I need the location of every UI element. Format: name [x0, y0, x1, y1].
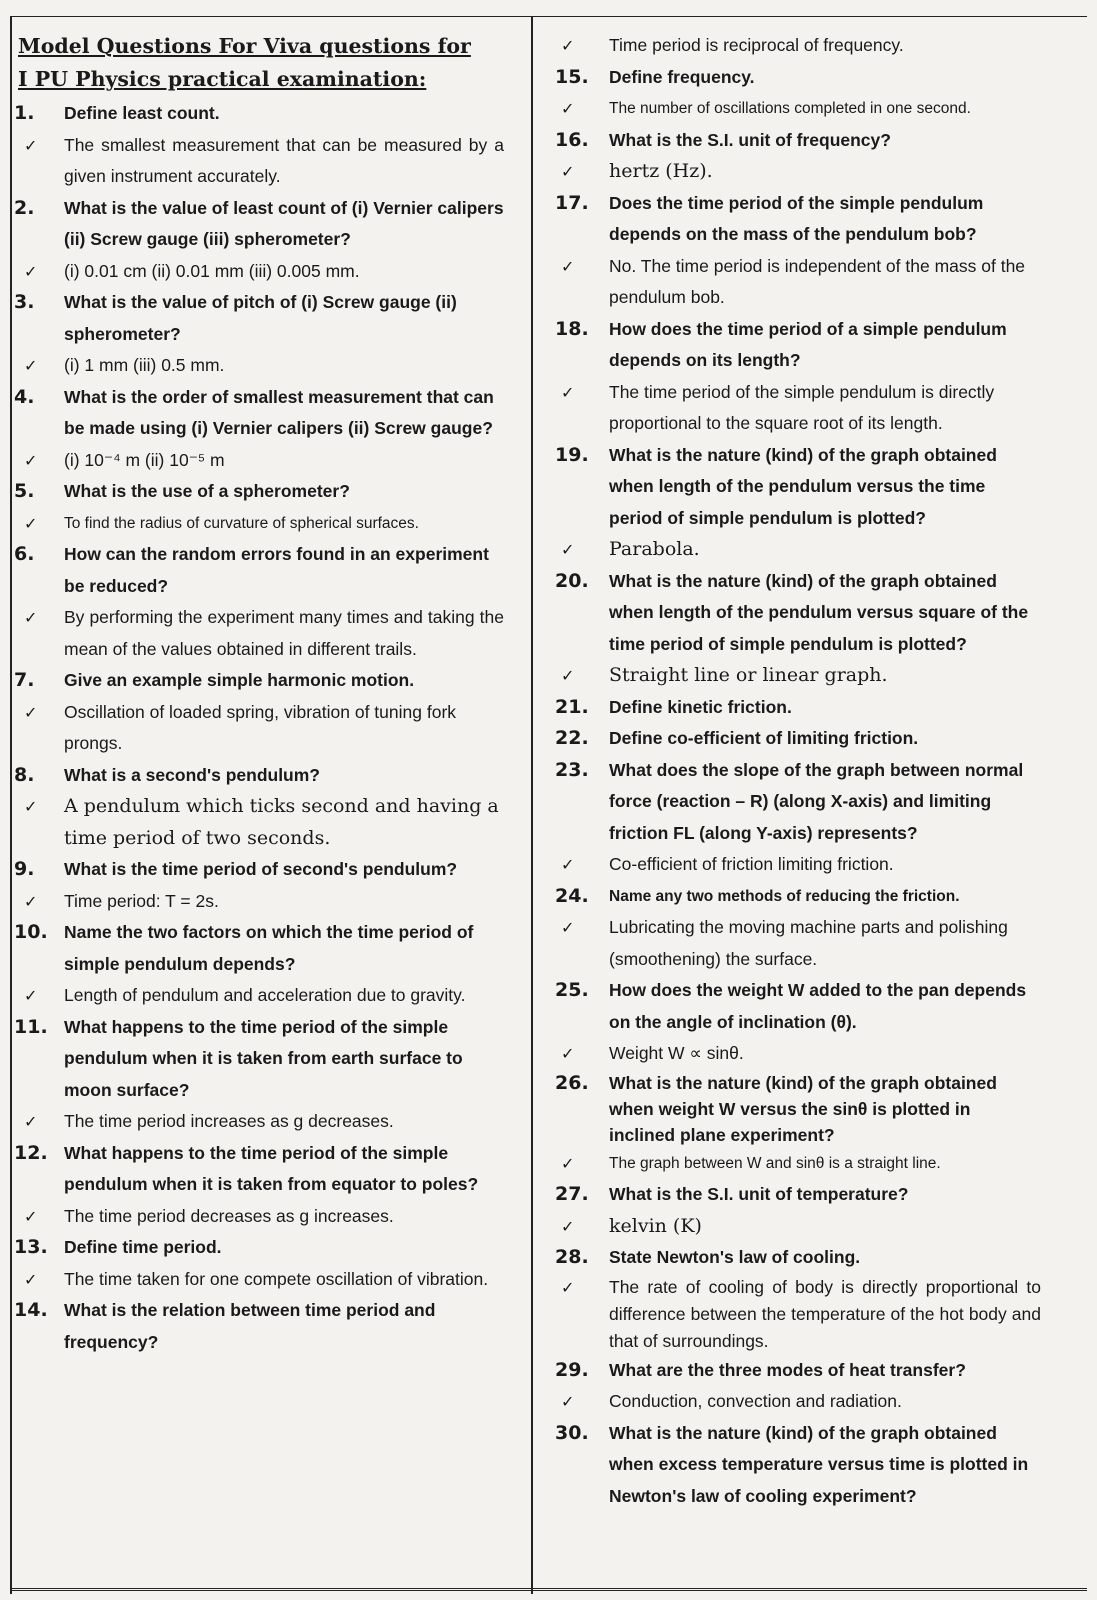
question-22: 22. Define co-efficient of limiting friction. [555, 727, 919, 749]
answer-3: ✓ (i) 1 mm (iii) 0.5 mm. [24, 355, 225, 375]
question-13: 13. Define time period. [14, 1236, 222, 1258]
answer-15: ✓ The number of oscillations completed in one second. [561, 99, 971, 118]
answer-11: ✓ The time period increases as g decreases. [24, 1111, 394, 1131]
question-17: 17. Does the time period of the simple pendulum depends on the mass of the pendulum bob? [555, 191, 984, 244]
question-19: 19. What is the nature (kind) of the graph obtained when length of the pendulum versus the time period of simple pendulum is plotted? [555, 443, 997, 528]
question-7: 7. Give an example simple harmonic motion. [14, 669, 415, 691]
answer-8: ✓ A pendulum which ticks second and having a time period of two seconds. [24, 795, 499, 849]
answer-16: ✓ hertz (Hz). [561, 160, 713, 182]
answer-29: ✓ Conduction, convection and radiation. [561, 1391, 902, 1411]
answer-7: ✓ Oscillation of loaded spring, vibration of tuning fork prongs. [24, 701, 457, 753]
question-27: 27. What is the S.I. unit of temperature? [555, 1183, 909, 1205]
page-title-line-1: Model Questions For Viva questions for [18, 34, 471, 58]
answer-17: ✓ No. The time period is independent of the mass of the pendulum bob. [561, 255, 1026, 307]
left-column [14, 30, 504, 1358]
question-26: 26. What is the nature (kind) of the graph obtained when weight W versus the sinθ is plotted in inclined plane experiment? [555, 1071, 997, 1145]
answer-20: ✓ Straight line or linear graph. [561, 664, 888, 686]
question-18: 18. How does the time period of a simple pendulum depends on its length? [555, 317, 1007, 370]
column-divider [531, 16, 533, 1594]
answer-18: ✓ The time period of the simple pendulum is directly proportional to the square root of its length. [561, 381, 995, 433]
question-30: 30. What is the nature (kind) of the graph obtained when excess temperature versus time is plotted in Newton's law of cooling experiment? [555, 1421, 1029, 1506]
question-9: 9. What is the time period of second's pendulum? [14, 858, 458, 880]
question-3: 3. What is the value of pitch of (i) Screw gauge (ii) spherometer? [14, 291, 457, 344]
question-14: 14. What is the relation between time period and frequency? [14, 1299, 436, 1352]
question-8: 8. What is a second's pendulum? [14, 763, 320, 786]
answer-23: ✓ Co-efficient of friction limiting friction. [561, 854, 894, 874]
answer-1: ✓ The smallest measurement that can be measured by a given instrument accurately. [24, 134, 504, 186]
answer-26: ✓ The graph between W and sinθ is a straight line. [561, 1153, 941, 1173]
answer-4: ✓ (i) 10⁻⁴ m (ii) 10⁻⁵ m [24, 449, 225, 470]
question-11: 11. What happens to the time period of the simple pendulum when it is taken from earth surface to moon surface? [14, 1015, 463, 1100]
right-column [555, 30, 1041, 1512]
question-6: 6. How can the random errors found in an experiment be reduced? [14, 543, 489, 596]
answer-6: ✓ By performing the experiment many times and taking the mean of the values obtained in different trails. [24, 607, 504, 659]
question-12: 12. What happens to the time period of the simple pendulum when it is taken from equator to poles? [14, 1141, 479, 1194]
answer-19: ✓ Parabola. [561, 538, 700, 560]
left-border [10, 16, 12, 1594]
top-rule [10, 16, 1087, 17]
answer-10: ✓ Length of pendulum and acceleration due to gravity. [24, 985, 466, 1005]
answer-27: ✓ kelvin (K) [561, 1214, 702, 1237]
question-20: 20. What is the nature (kind) of the graph obtained when length of the pendulum versus square of the time period of simple pendulum is plotted? [555, 569, 1029, 654]
answer-25: ✓ Weight W ∝ sinθ. [561, 1043, 744, 1063]
question-10: 10. Name the two factors on which the time period of simple pendulum depends? [14, 921, 474, 974]
question-15: 15. Define frequency. [555, 65, 755, 88]
question-23: 23. What does the slope of the graph between normal force (reaction – R) (along X-axis) and limiting friction FL (along Y-axis) represents? [555, 758, 1024, 843]
question-24: 24. Name any two methods of reducing the friction. [555, 884, 960, 907]
answer-28: ✓ The rate of cooling of body is directly proportional to difference between the temperature of the hot body and that of surroundings. [561, 1276, 1041, 1351]
answer-5: ✓ To find the radius of curvature of spherical surfaces. [24, 513, 419, 533]
page-title-line-2: I PU Physics practical examination: [18, 67, 427, 91]
question-4: 4. What is the order of smallest measurement that can be made using (i) Vernier calipers (ii) Screw gauge? [14, 385, 494, 438]
answer-24: ✓ Lubricating the moving machine parts and polishing (smoothening) the surface. [561, 917, 1008, 969]
answer-12: ✓ The time period decreases as g increases. [24, 1205, 394, 1226]
question-28: 28. State Newton's law of cooling. [555, 1246, 861, 1268]
question-29: 29. What are the three modes of heat transfer? [555, 1358, 966, 1381]
question-5: 5. What is the use of a spherometer? [14, 480, 350, 502]
question-21: 21. Define kinetic friction. [555, 695, 792, 718]
question-1: 1. Define least count. [14, 102, 220, 124]
question-16: 16. What is the S.I. unit of frequency? [555, 128, 891, 151]
answer-14: ✓ Time period is reciprocal of frequency. [561, 35, 904, 55]
answer-9: ✓ Time period: T = 2s. [24, 890, 219, 911]
answer-2: ✓ (i) 0.01 cm (ii) 0.01 mm (iii) 0.005 mm. [24, 260, 360, 281]
question-2: 2. What is the value of least count of (i) Vernier calipers (ii) Screw gauge (iii) spherometer? [14, 196, 504, 249]
question-25: 25. How does the weight W added to the pan depends on the angle of inclination (θ). [555, 979, 1027, 1032]
answer-13: ✓ The time taken for one compete oscillation of vibration. [24, 1268, 489, 1289]
bottom-rule [10, 1588, 1087, 1591]
